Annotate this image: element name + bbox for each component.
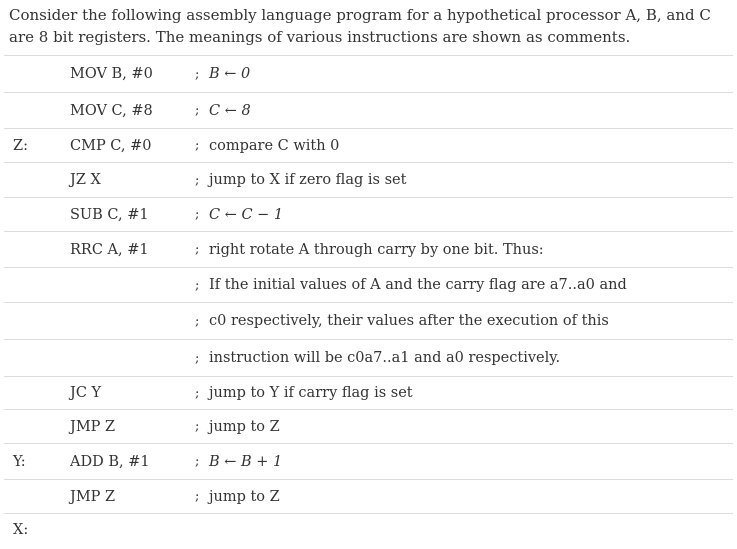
listing-row: [4, 409, 733, 443]
program-listing: [4, 55, 733, 546]
row-comment: ; B ← B + 1: [195, 453, 283, 470]
comment-text: B ← B + 1: [209, 453, 283, 470]
comment-text: jump to X if zero flag is set: [209, 172, 407, 188]
comment-text: C ← 8: [209, 102, 251, 119]
row-comment: ; B ← 0: [195, 66, 251, 82]
row-label: Y:: [13, 453, 26, 470]
row-instruction: SUB C, #1: [70, 206, 149, 223]
row-comment: ; c0 respectively, their values after the execution of this: [195, 313, 609, 329]
row-comment: ; compare C with 0: [195, 137, 340, 154]
row-comment: ; jump to X if zero flag is set: [195, 172, 407, 188]
row-instruction: JMP Z: [70, 418, 116, 435]
listing-row: [4, 376, 733, 409]
listing-row: [4, 128, 733, 162]
row-instruction: CMP C, #0: [70, 137, 152, 154]
listing-row: [4, 92, 733, 128]
row-instruction: JZ X: [70, 172, 101, 188]
listing-row: [4, 55, 733, 92]
listing-row: [4, 513, 733, 546]
question-intro: Consider the following assembly language program for a hypothetical processor A, B, and C are 8 bit registers. The meanings of various instructions are shown as comments.: [9, 6, 711, 46]
row-instruction: RRC A, #1: [70, 241, 149, 258]
listing-row: [4, 162, 733, 197]
comment-text: B ← 0: [209, 66, 251, 82]
listing-row: [4, 479, 733, 513]
row-comment: ; jump to Z: [195, 418, 280, 435]
row-instruction: ADD B, #1: [70, 453, 150, 470]
row-comment: ; jump to Y if carry flag is set: [195, 385, 413, 401]
listing-row: [4, 302, 733, 339]
row-comment: ; C ← 8: [195, 102, 251, 119]
comment-text: C ← C − 1: [209, 206, 284, 223]
listing-row: [4, 267, 733, 302]
row-comment: ; right rotate A through carry by one bit. Thus:: [195, 241, 544, 258]
listing-row: [4, 443, 733, 479]
row-instruction: MOV C, #8: [70, 102, 153, 119]
comment-text: jump to Y if carry flag is set: [209, 385, 413, 401]
row-comment: ; instruction will be c0a7..a1 and a0 respectively.: [195, 350, 561, 366]
row-label: X:: [13, 522, 29, 538]
row-comment: ; If the initial values of A and the carry flag are a7..a0 and: [195, 277, 627, 293]
row-instruction: JMP Z: [70, 488, 116, 505]
listing-row: [4, 231, 733, 267]
comment-text: right rotate A through carry by one bit. Thus:: [209, 241, 544, 258]
comment-text: jump to Z: [209, 488, 280, 505]
comment-text: instruction will be c0a7..a1 and a0 respectively.: [209, 350, 561, 366]
comment-text: c0 respectively, their values after the execution of this: [209, 313, 609, 329]
row-instruction: MOV B, #0: [70, 66, 153, 82]
listing-row: [4, 197, 733, 231]
comment-text: compare C with 0: [209, 137, 340, 154]
comment-text: If the initial values of A and the carry flag are a7..a0 and: [209, 277, 627, 293]
row-comment: ; jump to Z: [195, 488, 280, 505]
listing-row: [4, 339, 733, 376]
row-label: Z:: [13, 137, 28, 154]
comment-text: jump to Z: [209, 418, 280, 435]
row-instruction: JC Y: [70, 385, 102, 401]
row-comment: ; C ← C − 1: [195, 206, 284, 223]
